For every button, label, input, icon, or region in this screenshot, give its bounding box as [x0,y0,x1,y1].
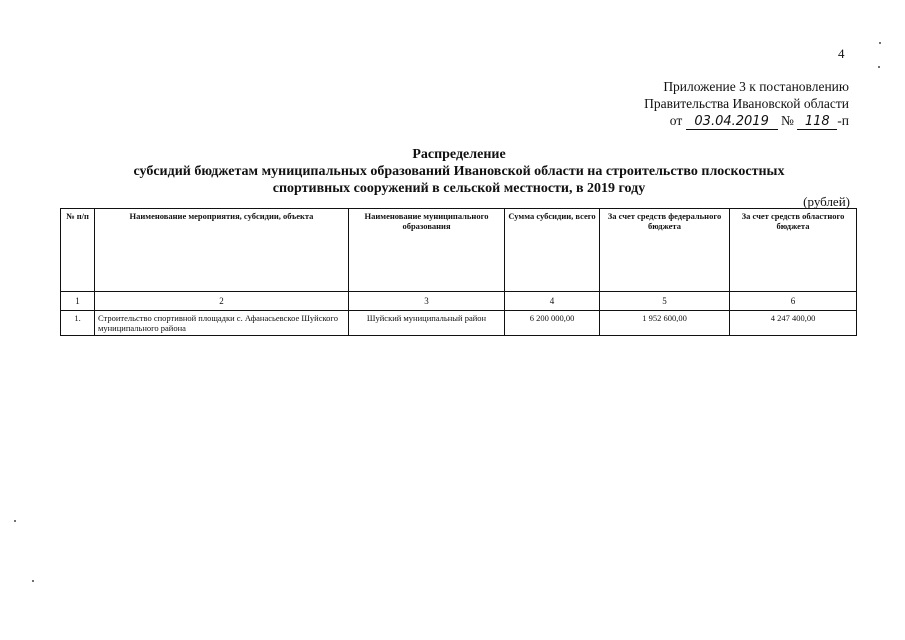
row-total: 6 200 000,00 [505,311,600,336]
title-line-1: Распределение [412,147,506,162]
row-regional: 4 247 400,00 [730,311,857,336]
handwritten-number: 118 [797,115,837,130]
index-cell: 6 [730,292,857,311]
row-number: 1. [61,311,95,336]
index-cell: 3 [349,292,505,311]
table-row [61,311,857,336]
approval-date-line [644,112,849,130]
page-number: 4 [838,46,845,61]
header-cell: № п/п [61,209,95,292]
index-cell: 2 [95,292,349,311]
number-label: № [781,113,794,128]
title-line-2: субсидий бюджетам муниципальных образований Ивановской области на строительство плоскостных [133,164,785,179]
row-municipality: Шуйский муниципальный район [349,311,505,336]
subsidy-table [60,208,857,336]
table-header-row [61,209,857,292]
approval-line-1: Приложение 3 к постановлению [663,79,849,94]
row-name: Строительство спортивной площадки с. Афанасьевское Шуйского муниципального района [95,311,349,336]
scan-speck [14,520,16,522]
title-line-3: спортивных сооружений в сельской местности, в 2019 году [272,181,646,196]
document-title [60,146,858,197]
number-suffix: -п [837,113,849,128]
index-cell: 4 [505,292,600,311]
header-cell: За счет средств федерального бюджета [600,209,730,292]
scan-speck [878,66,880,68]
index-cell: 5 [600,292,730,311]
header-cell: Наименование мероприятия, субсидии, объекта [95,209,349,292]
header-cell: За счет средств областного бюджета [730,209,857,292]
scan-speck [32,580,34,582]
column-index-row [61,292,857,311]
approval-block [644,78,849,130]
header-cell: Сумма субсидии, всего [505,209,600,292]
index-cell: 1 [61,292,95,311]
header-cell: Наименование муниципального образования [349,209,505,292]
handwritten-date: 03.04.2019 [686,115,778,130]
approval-line-2: Правительства Ивановской области [644,96,849,111]
currency-units: (рублей) [803,194,850,209]
row-federal: 1 952 600,00 [600,311,730,336]
scan-speck [879,42,881,44]
from-label: от [669,113,683,128]
